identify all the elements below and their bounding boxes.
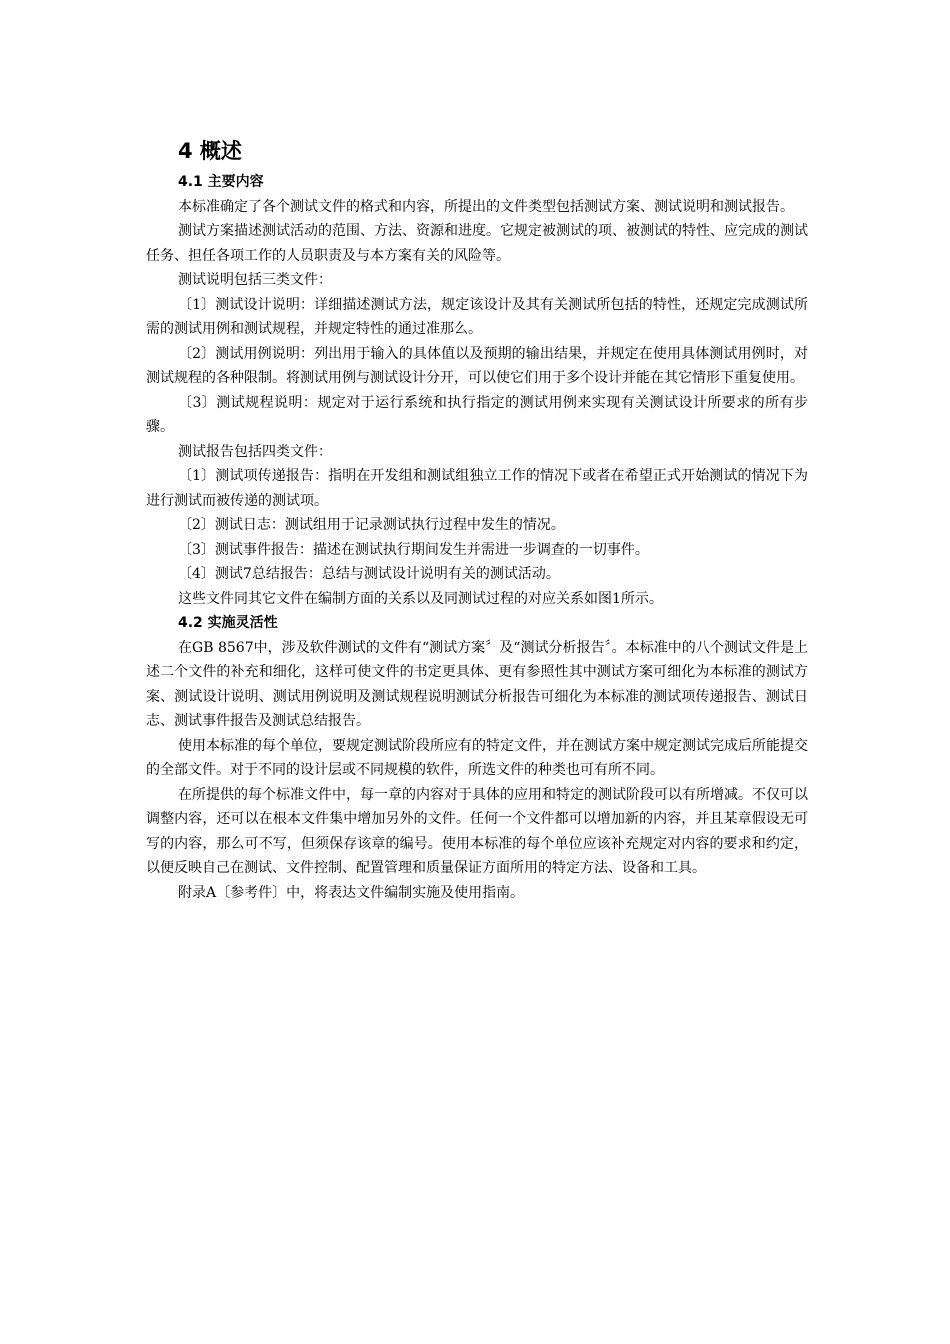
paragraph: 测试方案描述测试活动的范围、方法、资源和进度。它规定被测试的项、被测试的特性、应完成的测试任务、担任各项工作的人员职责及与本方案有关的风险等。: [146, 223, 808, 264]
list-item: 〔3〕测试规程说明：规定对于运行系统和执行指定的测试用例来实现有关测试设计所要求的所有步骤。: [146, 394, 808, 435]
document-page: [146, 132, 808, 905]
list-item: 〔3〕测试事件报告：描述在测试执行期间发生并需进一步调查的一切事件。: [178, 541, 649, 558]
section-4-1: [146, 170, 808, 611]
paragraph: 测试说明包括三类文件：: [178, 272, 332, 288]
list-item: 〔2〕测试用例说明：列出用于输入的具体值以及预期的输出结果，并规定在使用具体测试用例时，对测试规程的各种限制。将测试用例与测试设计分开，可以使它们用于多个设计并能在其它情形下重复使用。: [146, 345, 808, 386]
section-title: 4.2 实施灵活性: [178, 615, 278, 631]
paragraph: 在GB 8567中，涉及软件测试的文件有“测试方案〞及“测试分析报告〞。本标准中的八个测试文件是上述二个文件的补充和细化，这样可使文件的书定更具体、更有参照性其中测试方案可细化为本标准的测试方案、测试设计说明、测试用例说明及测试规程说明测试分析报告可细化为本标准的测试项传递报告、测试日志、测试事件报告及测试总结报告。: [146, 639, 808, 729]
list-item: 〔1〕测试设计说明：详细描述测试方法，规定该设计及其有关测试所包括的特性，还规定完成测试所需的测试用例和测试规程，并规定特性的通过准那么。: [146, 296, 808, 337]
paragraph: 测试报告包括四类文件：: [178, 443, 332, 460]
paragraph: 这些文件同其它文件在编制方面的关系以及同测试过程的对应关系如图1所示。: [178, 590, 663, 607]
section-4-2: [146, 611, 808, 905]
paragraph: 在所提供的每个标准文件中，每一章的内容对于具体的应用和特定的测试阶段可以有所增减。不仅可以调整内容，还可以在根本文件集中增加另外的文件。任何一个文件都可以增加新的内容，并且某章假设无可写的内容，那么可不写，但须保存该章的编号。使用本标准的每个单位应该补充规定对内容的要求和约定，以便反映自己在测试、文件控制、配置管理和质量保证方面所用的特定方法、设备和工具。: [146, 786, 808, 876]
paragraph: 附录A〔参考件〕中，将表达文件编制实施及使用指南。: [178, 884, 525, 901]
section-title: 4.1 主要内容: [178, 174, 264, 190]
list-item: 〔1〕测试项传递报告：指明在开发组和测试组独立工作的情况下或者在希望正式开始测试的情况下为进行测试而被传递的测试项。: [146, 468, 808, 509]
list-item: 〔4〕测试7总结报告：总结与测试设计说明有关的测试活动。: [178, 566, 560, 582]
paragraph: 本标准确定了各个测试文件的格式和内容，所提出的文件类型包括测试方案、测试说明和测试报告。: [178, 198, 794, 215]
paragraph: 使用本标准的每个单位，要规定测试阶段所应有的特定文件，并在测试方案中规定测试完成后所能提交的全部文件。对于不同的设计层或不同规模的软件，所选文件的种类也可有所不同。: [146, 737, 808, 778]
list-item: 〔2〕测试日志：测试组用于记录测试执行过程中发生的情况。: [178, 517, 565, 533]
chapter-title: 4 概述: [178, 139, 242, 163]
